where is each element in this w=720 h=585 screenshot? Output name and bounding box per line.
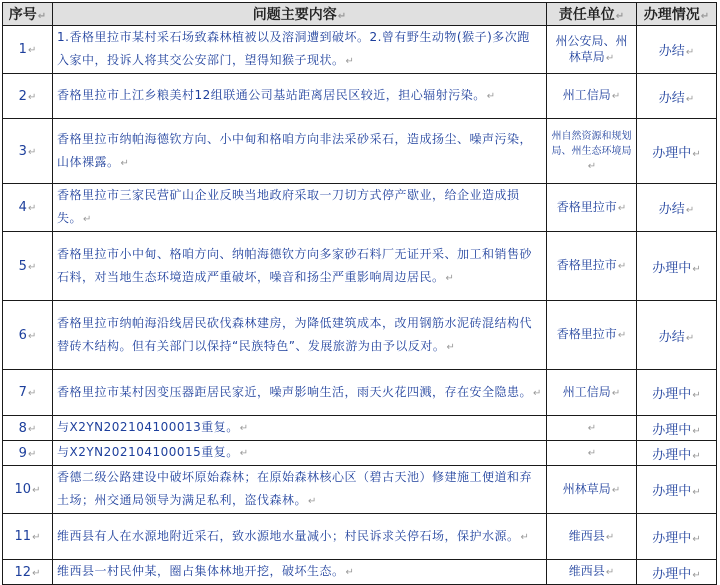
row-unit: 州林草局↵ <box>547 466 637 514</box>
petition-table <box>2 2 717 585</box>
table-row <box>3 26 717 74</box>
row-index: 11↵ <box>3 514 53 560</box>
table-row <box>3 74 717 119</box>
row-unit: 维西县↵ <box>547 514 637 560</box>
table-row <box>3 416 717 441</box>
row-status: 办理中↵ <box>637 370 717 416</box>
row-index: 4↵ <box>3 184 53 232</box>
row-content: 维西县一村民仲某，圈占集体林地开挖，破坏生态。↵ <box>53 560 547 585</box>
table-row <box>3 301 717 370</box>
row-content: 1.香格里拉市某村采石场致森林植被以及溶洞遭到破坏。2.曾有野生动物(猴子)多次跑入家中，投诉人将其交公安部门，望得知猴子现状。↵ <box>53 26 547 74</box>
row-index: 9↵ <box>3 441 53 466</box>
row-index: 6↵ <box>3 301 53 370</box>
row-index: 2↵ <box>3 74 53 119</box>
row-index: 3↵ <box>3 119 53 184</box>
row-unit: 州工信局↵ <box>547 370 637 416</box>
row-unit: 香格里拉市↵ <box>547 301 637 370</box>
row-content: 与X2YN202104100013重复。↵ <box>53 416 547 441</box>
table-header-row <box>3 3 717 26</box>
table-row <box>3 232 717 301</box>
row-status: 办理中↵ <box>637 560 717 585</box>
row-status: 办结↵ <box>637 74 717 119</box>
row-status: 办理中↵ <box>637 232 717 301</box>
row-status: 办结↵ <box>637 301 717 370</box>
row-index: 12↵ <box>3 560 53 585</box>
header-problem: 问题主要内容↵ <box>53 3 547 26</box>
header-index: 序号↵ <box>3 3 53 26</box>
row-content: 香格里拉市三家民营矿山企业反映当地政府采取一刀切方式停产歇业，给企业造成损失。↵ <box>53 184 547 232</box>
row-unit: 维西县↵ <box>547 560 637 585</box>
row-unit: ↵ <box>547 416 637 441</box>
row-unit: 州工信局↵ <box>547 74 637 119</box>
row-unit: ↵ <box>547 441 637 466</box>
row-status: 办理中↵ <box>637 441 717 466</box>
header-status: 办理情况↵ <box>637 3 717 26</box>
table-row <box>3 514 717 560</box>
row-content: 香格里拉市小中甸、格咱方向、纳帕海德钦方向多家砂石料厂无证开采、加工和销售砂石料，对当地生态环境造成严重破坏，噪音和扬尘严重影响周边居民。↵ <box>53 232 547 301</box>
table-row <box>3 441 717 466</box>
row-index: 8↵ <box>3 416 53 441</box>
row-status: 办理中↵ <box>637 466 717 514</box>
row-content: 香格里拉市纳帕海沿线居民砍伐森林建房，为降低建筑成本，改用钢筋水泥砖混结构代替砖木结构。但有关部门以保持“民族特色”、发展旅游为由予以反对。↵ <box>53 301 547 370</box>
row-unit: 州自然资源和规划局、州生态环境局↵ <box>547 119 637 184</box>
header-unit: 责任单位↵ <box>547 3 637 26</box>
row-status: 办结↵ <box>637 26 717 74</box>
row-unit: 州公安局、州林草局↵ <box>547 26 637 74</box>
row-content: 维西县有人在水源地附近采石，致水源地水量减小；村民诉求关停石场，保护水源。↵ <box>53 514 547 560</box>
table-row <box>3 560 717 585</box>
table-row <box>3 466 717 514</box>
table-row <box>3 370 717 416</box>
table-row <box>3 119 717 184</box>
row-status: 办理中↵ <box>637 119 717 184</box>
row-content: 香格里拉市某村因变压器距居民家近，噪声影响生活，雨天火花四溅，存在安全隐患。↵ <box>53 370 547 416</box>
row-unit: 香格里拉市↵ <box>547 184 637 232</box>
row-index: 7↵ <box>3 370 53 416</box>
row-status: 办结↵ <box>637 184 717 232</box>
row-content: 香德二级公路建设中破坏原始森林；在原始森林核心区（碧古天池）修建施工便道和弃土场；州交通局领导为满足私利，盗伐森林。↵ <box>53 466 547 514</box>
table-row <box>3 184 717 232</box>
row-content: 与X2YN202104100015重复。↵ <box>53 441 547 466</box>
row-content: 香格里拉市上江乡粮美村12组联通公司基站距离居民区较近，担心辐射污染。↵ <box>53 74 547 119</box>
row-status: 办理中↵ <box>637 416 717 441</box>
row-unit: 香格里拉市↵ <box>547 232 637 301</box>
row-index: 10↵ <box>3 466 53 514</box>
row-status: 办理中↵ <box>637 514 717 560</box>
row-content: 香格里拉市纳帕海德钦方向、小中甸和格咱方向非法采砂采石，造成扬尘、噪声污染，山体裸露。↵ <box>53 119 547 184</box>
row-index: 1↵ <box>3 26 53 74</box>
row-index: 5↵ <box>3 232 53 301</box>
